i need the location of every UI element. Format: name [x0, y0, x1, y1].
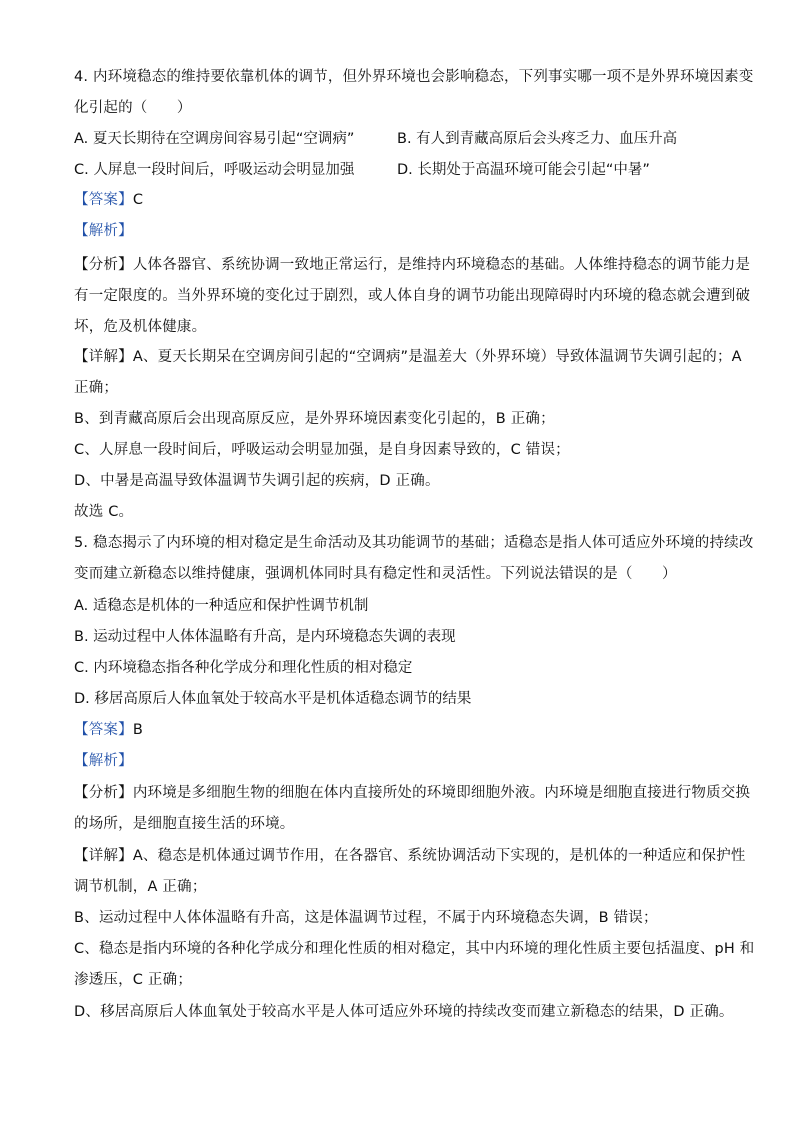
answer-value: B	[132, 722, 143, 738]
xiangjie-tag: 【详解】	[74, 349, 133, 365]
analysis-tag: 【解析】	[74, 223, 133, 239]
q5-answer	[74, 720, 143, 740]
q5-xiangjie-line-5: 渗透压，C 正确；	[74, 972, 193, 988]
q5-analysis-heading	[74, 751, 133, 771]
fenxi-text: 内环境是多细胞生物的细胞在体内直接所处的环境即细胞外液。内环境是细胞直接进行物质交换	[132, 785, 751, 801]
q4-stem-line-1: 4. 内环境稳态的维持要依靠机体的调节，但外界环境也会影响稳态，下列事实哪一项不是外界环境因素变	[74, 69, 754, 85]
q5-stem-line-2: 变而建立新稳态以维持健康，强调机体同时具有稳定性和灵活性。下列说法错误的是（ ）	[74, 566, 677, 582]
q4-fenxi-line-3: 坏，危及机体健康。	[74, 319, 207, 335]
q4-option-a: A. 夏天长期待在空调房间容易引起“空调病”	[74, 131, 355, 147]
q5-fenxi-line-1	[74, 783, 750, 803]
analysis-tag: 【解析】	[74, 753, 133, 769]
xiangjie-text: A、稳态是机体通过调节作用，在各器官、系统协调活动下实现的，是机体的一种适应和保护性	[132, 848, 746, 864]
q4-xiangjie-line-3: B、到青藏高原后会出现高原反应，是外界环境因素变化引起的，B 正确；	[74, 411, 555, 427]
q5-fenxi-line-2: 的场所，是细胞直接生活的环境。	[74, 816, 295, 832]
q5-option-d: D. 移居高原后人体血氧处于较高水平是机体适稳态调节的结果	[74, 691, 472, 707]
q4-xiangjie-line-4: C、人屏息一段时间后，呼吸运动会明显加强，是自身因素导致的，C 错误；	[74, 442, 570, 458]
q5-option-b: B. 运动过程中人体体温略有升高，是内环境稳态失调的表现	[74, 629, 456, 645]
answer-tag: 【答案】	[74, 722, 133, 738]
q4-option-b: B. 有人到青藏高原后会头疼乏力、血压升高	[397, 131, 678, 147]
q4-conclusion: 故选 C。	[74, 504, 134, 520]
q5-xiangjie-line-1	[74, 846, 746, 866]
q4-xiangjie-line-2: 正确；	[74, 380, 119, 396]
q5-xiangjie-line-3: B、运动过程中人体体温略有升高，这是体温调节过程，不属于内环境稳态失调，B 错误；	[74, 910, 658, 926]
xiangjie-tag: 【详解】	[74, 848, 133, 864]
answer-tag: 【答案】	[74, 192, 133, 208]
answer-value: C	[132, 192, 144, 208]
fenxi-tag: 【分析】	[74, 257, 133, 273]
fenxi-text: 人体各器官、系统协调一致地正常运行，是维持内环境稳态的基础。人体维持稳态的调节能力是	[132, 257, 751, 273]
q5-xiangjie-line-2: 调节机制，A 正确；	[74, 879, 207, 895]
q5-xiangjie-line-6: D、移居高原后人体血氧处于较高水平是人体可适应外环境的持续改变而建立新稳态的结果，D 正确。	[74, 1004, 734, 1020]
q4-fenxi-line-1	[74, 255, 750, 275]
q4-stem-line-2: 化引起的（ ）	[74, 100, 192, 116]
xiangjie-text: A、夏天长期呆在空调房间引起的“空调病”是温差大（外界环境）导致体温调节失调引起的；A	[132, 349, 742, 365]
q5-option-c: C. 内环境稳态指各种化学成分和理化性质的相对稳定	[74, 660, 413, 676]
q5-option-a: A. 适稳态是机体的一种适应和保护性调节机制	[74, 598, 369, 614]
q5-stem-line-1: 5. 稳态揭示了内环境的相对稳定是生命活动及其功能调节的基础；适稳态是指人体可适应外环境的持续改	[74, 535, 754, 551]
q4-option-d: D. 长期处于高温环境可能会引起“中暑”	[397, 162, 650, 178]
q5-xiangjie-line-4: C、稳态是指内环境的各种化学成分和理化性质的相对稳定，其中内环境的理化性质主要包括温度、pH 和	[74, 941, 755, 957]
q4-xiangjie-line-1	[74, 347, 742, 367]
q4-xiangjie-line-5: D、中暑是高温导致体温调节失调引起的疾病，D 正确。	[74, 473, 440, 489]
q4-answer	[74, 190, 143, 210]
q4-option-c: C. 人屏息一段时间后，呼吸运动会明显加强	[74, 162, 355, 178]
q4-fenxi-line-2: 有一定限度的。当外界环境的变化过于剧烈，或人体自身的调节功能出现障碍时内环境的稳态就会遭到破	[74, 288, 751, 304]
fenxi-tag: 【分析】	[74, 785, 133, 801]
q4-analysis-heading	[74, 221, 133, 241]
